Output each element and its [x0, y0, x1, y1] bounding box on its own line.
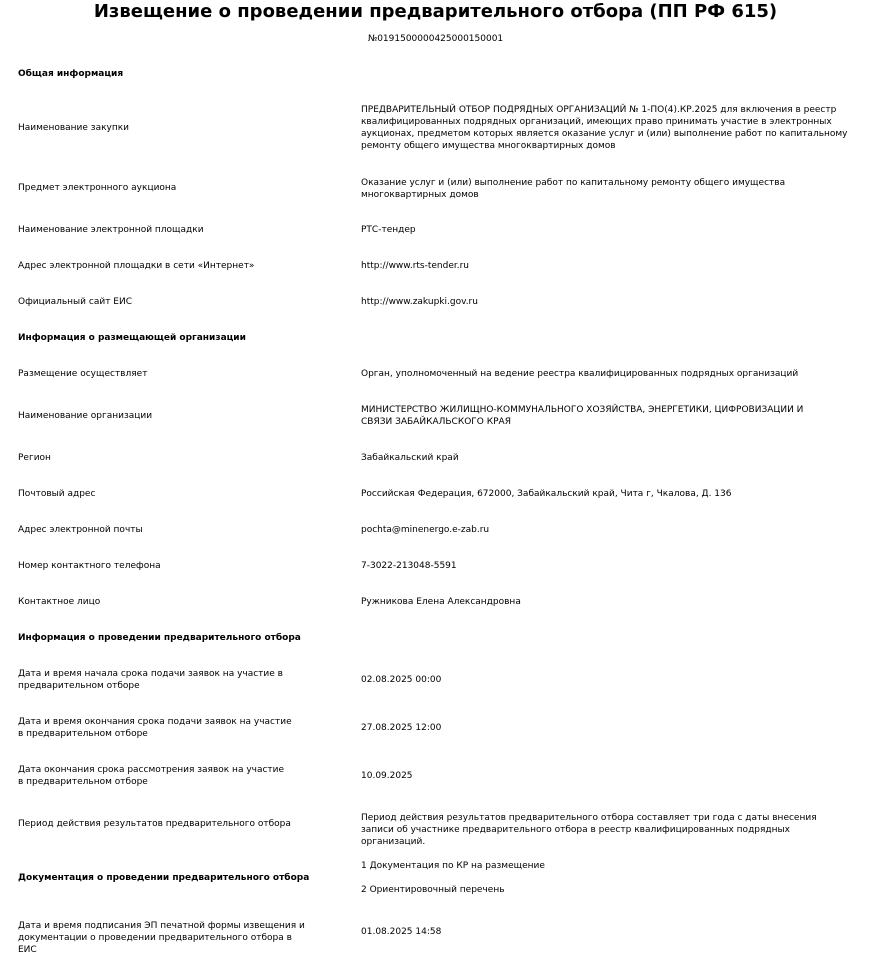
section-organization-heading: Информация о размещающей организации [18, 333, 246, 343]
section-documentation-heading: Документация о проведении предварительного отбора [18, 873, 310, 883]
org-name-value: МИНИСТЕРСТВО ЖИЛИЩНО-КОММУНАЛЬНОГО ХОЗЯЙСТВА, ЭНЕРГЕТИКИ, ЦИФРОВИЗАЦИИ И СВЯЗИ ЗАБАЙКАЛЬСКОГО КРАЯ [361, 405, 804, 427]
region-label: Регион [18, 453, 51, 463]
results-period-label: Период действия результатов предварительного отбора [18, 819, 291, 829]
postal-address-label: Почтовый адрес [18, 489, 96, 499]
region-value: Забайкальский край [361, 453, 459, 463]
contact-person-label: Контактное лицо [18, 597, 101, 607]
document-link[interactable]: 1 Документация по КР на размещение [361, 861, 545, 871]
section-general-heading: Общая информация [18, 69, 124, 79]
submission-start-label: Дата и время начала срока подачи заявок на участие в предварительном отборе [18, 669, 283, 691]
eis-site-label: Официальный сайт ЕИС [18, 297, 132, 307]
section-selection-heading: Информация о проведении предварительного отбора [18, 633, 301, 643]
contact-person-value: Ружникова Елена Александровна [361, 597, 521, 607]
purchase-name-value: ПРЕДВАРИТЕЛЬНЫЙ ОТБОР ПОДРЯДНЫХ ОРГАНИЗАЦИЙ № 1-ПО(4).КР.2025 для включения в реестр квалифицированных подрядных организаций, имеющих право принимать участие в электронных аукционах, предметом которых является оказание услуг и (или) выполнение работ по капитальному ремонту общего имущества многоквартирных домов [361, 105, 848, 151]
signature-date-value: 01.08.2025 14:58 [361, 927, 442, 937]
phone-label: Номер контактного телефона [18, 561, 161, 571]
review-end-value: 10.09.2025 [361, 771, 413, 781]
submission-start-value: 02.08.2025 00:00 [361, 675, 442, 685]
email-value: pochta@minenergo.e-zab.ru [361, 525, 490, 535]
email-label: Адрес электронной почты [18, 525, 143, 535]
placed-by-label: Размещение осуществляет [18, 369, 148, 379]
phone-value: 7-3022-213048-5591 [361, 561, 457, 571]
review-end-label: Дата окончания срока рассмотрения заявок на участие в предварительном отборе [18, 765, 285, 787]
platform-address-link[interactable]: http://www.rts-tender.ru [361, 261, 470, 271]
platform-name-value: РТС-тендер [361, 225, 416, 235]
platform-name-label: Наименование электронной площадки [18, 225, 204, 235]
document-link[interactable]: 2 Ориентировочный перечень [361, 885, 505, 895]
subject-label: Предмет электронного аукциона [18, 183, 177, 193]
postal-address-value: Российская Федерация, 672000, Забайкальский край, Чита г, Чкалова, Д. 136 [361, 489, 732, 499]
submission-end-value: 27.08.2025 12:00 [361, 723, 442, 733]
org-name-label: Наименование организации [18, 411, 153, 421]
purchase-name-label: Наименование закупки [18, 123, 130, 133]
results-period-value: Период действия результатов предварительного отбора составляет три года с даты внесения записи об участнике предварительного отбора в реестр квалифицированных подрядных организаций. [361, 813, 817, 847]
page-title: Извещение о проведении предварительного отбора (ПП РФ 615) [93, 1, 778, 22]
submission-end-label: Дата и время окончания срока подачи заявок на участие в предварительном отборе [18, 717, 292, 739]
platform-address-label: Адрес электронной площадки в сети «Интернет» [18, 261, 255, 271]
notice-number: №0191500000425000150001 [367, 34, 504, 44]
signature-date-label: Дата и время подписания ЭП печатной формы извещения и документации о проведении предварительного отбора в ЕИС [18, 921, 305, 955]
placed-by-value: Орган, уполномоченный на ведение реестра квалифицированных подрядных организаций [361, 369, 799, 379]
subject-value: Оказание услуг и (или) выполнение работ по капитальному ремонту общего имущества многоквартирных домов [361, 178, 786, 200]
eis-site-link[interactable]: http://www.zakupki.gov.ru [361, 297, 478, 307]
